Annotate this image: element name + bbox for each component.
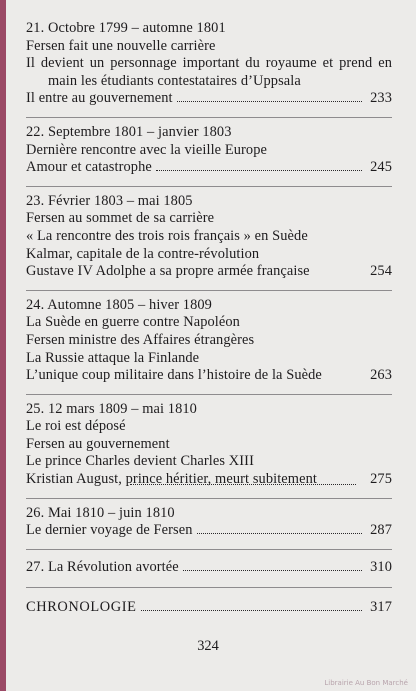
toc-entry-text: Il entre au gouvernement	[26, 90, 173, 107]
page-ref: 245	[370, 159, 392, 176]
toc-line: Fersen au gouvernement	[26, 435, 170, 452]
toc-section-22	[26, 118, 392, 187]
toc-entry-text: Amour et catastrophe	[26, 159, 152, 176]
toc-line: Fersen fait une nouvelle carrière	[26, 37, 216, 54]
toc-line: Le prince Charles devient Charles XIII	[26, 453, 254, 470]
page-ref: 317	[370, 599, 392, 616]
dot-leader	[141, 602, 362, 612]
page-ref: 310	[370, 558, 392, 575]
toc-line: « La rencontre des trois rois français » en Suède	[26, 227, 308, 244]
toc-line: Kalmar, capitale de la contre-révolution	[26, 245, 260, 262]
toc-entry	[26, 159, 392, 177]
toc-line-wrapped	[26, 55, 392, 90]
dot-leader	[156, 162, 362, 172]
section-heading: 21. Octobre 1799 – automne 1801	[26, 20, 226, 36]
dot-leader	[197, 525, 362, 535]
toc-entry	[26, 559, 392, 577]
toc-entry-wrapped	[26, 471, 392, 489]
toc-entry	[26, 522, 392, 540]
watermark: Librairie Au Bon Marché	[324, 679, 408, 687]
toc-line: Dernière rencontre avec la vieille Europe	[26, 141, 268, 158]
dot-leader	[130, 484, 356, 485]
toc-section-27	[26, 550, 392, 589]
dot-leader	[177, 93, 362, 103]
toc-section-25	[26, 395, 392, 499]
toc-entry-text: Gustave IV Adolphe a sa propre armée française	[26, 263, 310, 280]
section-heading: 26. Mai 1810 – juin 1810	[26, 504, 175, 521]
toc-entry	[26, 90, 392, 108]
table-of-contents	[26, 14, 392, 626]
toc-line: Fersen au sommet de sa carrière	[26, 210, 215, 227]
toc-section-24	[26, 291, 392, 395]
toc-entry-text: Le dernier voyage de Fersen	[26, 522, 193, 539]
page-ref: 263	[370, 367, 392, 384]
section-heading: 27. La Révolution avortée	[26, 558, 179, 575]
toc-line: La Suède en guerre contre Napoléon	[26, 314, 240, 331]
toc-entry-text: Kristian August, prince héritier, meurt subitement	[26, 471, 317, 488]
dot-leader	[183, 561, 362, 571]
toc-section-23	[26, 187, 392, 291]
page-ref: 254	[370, 263, 392, 280]
page-number: 324	[197, 638, 219, 654]
section-heading: 22. Septembre 1801 – janvier 1803	[26, 123, 232, 140]
page-ref: 233	[370, 90, 392, 107]
page-ref: 275	[370, 471, 392, 488]
toc-entry	[26, 263, 392, 281]
section-heading: 25. 12 mars 1809 – mai 1810	[26, 400, 197, 417]
section-heading: 24. Automne 1805 – hiver 1809	[26, 296, 212, 313]
toc-section-chronologie	[26, 588, 392, 626]
toc-entry-wrapped	[26, 367, 392, 385]
toc-line: Le roi est déposé	[26, 418, 126, 435]
toc-line-text: Il devient un personnage important du royaume et prend en main les étudiants contestataires d’Uppsala	[26, 55, 392, 89]
toc-line: La Russie attaque la Finlande	[26, 349, 200, 366]
section-heading: 23. Février 1803 – mai 1805	[26, 192, 193, 209]
toc-entry	[26, 599, 392, 617]
toc-line: Fersen ministre des Affaires étrangères	[26, 331, 255, 348]
toc-section-26	[26, 499, 392, 550]
toc-entry-text: L’unique coup militaire dans l’histoire de la Suède	[26, 367, 322, 384]
section-heading: CHRONOLOGIE	[26, 599, 137, 616]
page-ref: 287	[370, 522, 392, 539]
toc-section-21	[26, 14, 392, 118]
